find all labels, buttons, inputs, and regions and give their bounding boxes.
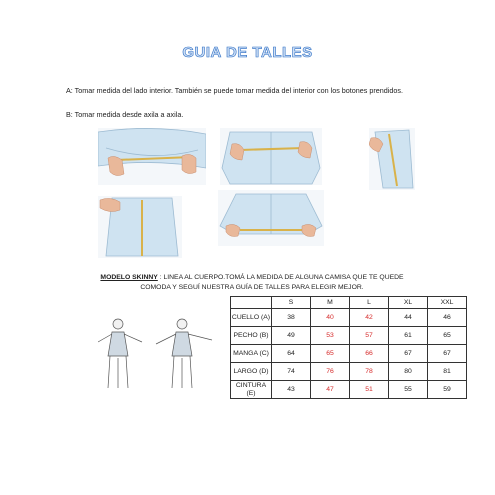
cell-value: 43 bbox=[272, 381, 311, 399]
instruction-a: A: Tomar medida del lado interior. También se puede tomar medida del interior con los botones prendidos. bbox=[66, 86, 403, 95]
photo-waist-measure bbox=[218, 190, 324, 246]
page-title: GUIA DE TALLES bbox=[182, 44, 313, 61]
cell-value: 65 bbox=[428, 327, 467, 345]
row-label: CINTURA (E) bbox=[231, 381, 272, 399]
cell-value: 53 bbox=[311, 327, 350, 345]
cell-value: 47 bbox=[311, 381, 350, 399]
cell-value: 74 bbox=[272, 363, 311, 381]
table-row bbox=[231, 309, 467, 327]
cell-value: 55 bbox=[389, 381, 428, 399]
cell-value: 81 bbox=[428, 363, 467, 381]
model-description bbox=[82, 273, 422, 293]
model-line2: COMODA Y SEGUÍ NUESTRA GUÍA DE TALLES PARA ELEGIR MEJOR. bbox=[140, 284, 364, 291]
header-size-l: L bbox=[350, 297, 389, 309]
photo-collar-measure bbox=[98, 128, 206, 185]
header-size-xl: XL bbox=[389, 297, 428, 309]
cell-value: 46 bbox=[428, 309, 467, 327]
header-size-m: M bbox=[311, 297, 350, 309]
row-label: PECHO (B) bbox=[231, 327, 272, 345]
row-label: LARGO (D) bbox=[231, 363, 272, 381]
cell-value: 51 bbox=[350, 381, 389, 399]
cell-value: 80 bbox=[389, 363, 428, 381]
figure-front bbox=[98, 319, 142, 388]
cell-value: 67 bbox=[389, 345, 428, 363]
photo-length-measure bbox=[98, 196, 182, 258]
photo-chest-measure bbox=[220, 128, 322, 185]
header-size-xxl: XXL bbox=[428, 297, 467, 309]
model-line1: : LINEA AL CUERPO.TOMÁ LA MEDIDA DE ALGUNA CAMISA QUE TE QUEDE bbox=[159, 274, 404, 281]
cell-value: 49 bbox=[272, 327, 311, 345]
table-row bbox=[231, 381, 467, 399]
figure-side bbox=[156, 319, 212, 388]
cell-value: 64 bbox=[272, 345, 311, 363]
row-label: CUELLO (A) bbox=[231, 309, 272, 327]
header-blank bbox=[231, 297, 272, 309]
table-row bbox=[231, 363, 467, 381]
cell-value: 38 bbox=[272, 309, 311, 327]
model-figures bbox=[98, 312, 214, 397]
row-label: MANGA (C) bbox=[231, 345, 272, 363]
photo-sleeve-measure bbox=[369, 128, 415, 190]
cell-value: 61 bbox=[389, 327, 428, 345]
size-chart bbox=[230, 296, 467, 399]
table-row bbox=[231, 345, 467, 363]
table-row bbox=[231, 327, 467, 345]
cell-value: 65 bbox=[311, 345, 350, 363]
size-header-row bbox=[231, 297, 467, 309]
instruction-b: B: Tomar medida desde axila a axila. bbox=[66, 110, 184, 119]
cell-value: 57 bbox=[350, 327, 389, 345]
cell-value: 66 bbox=[350, 345, 389, 363]
model-name: MODELO SKINNY bbox=[100, 274, 158, 281]
cell-value: 76 bbox=[311, 363, 350, 381]
cell-value: 44 bbox=[389, 309, 428, 327]
cell-value: 59 bbox=[428, 381, 467, 399]
header-size-s: S bbox=[272, 297, 311, 309]
cell-value: 42 bbox=[350, 309, 389, 327]
cell-value: 40 bbox=[311, 309, 350, 327]
cell-value: 78 bbox=[350, 363, 389, 381]
cell-value: 67 bbox=[428, 345, 467, 363]
